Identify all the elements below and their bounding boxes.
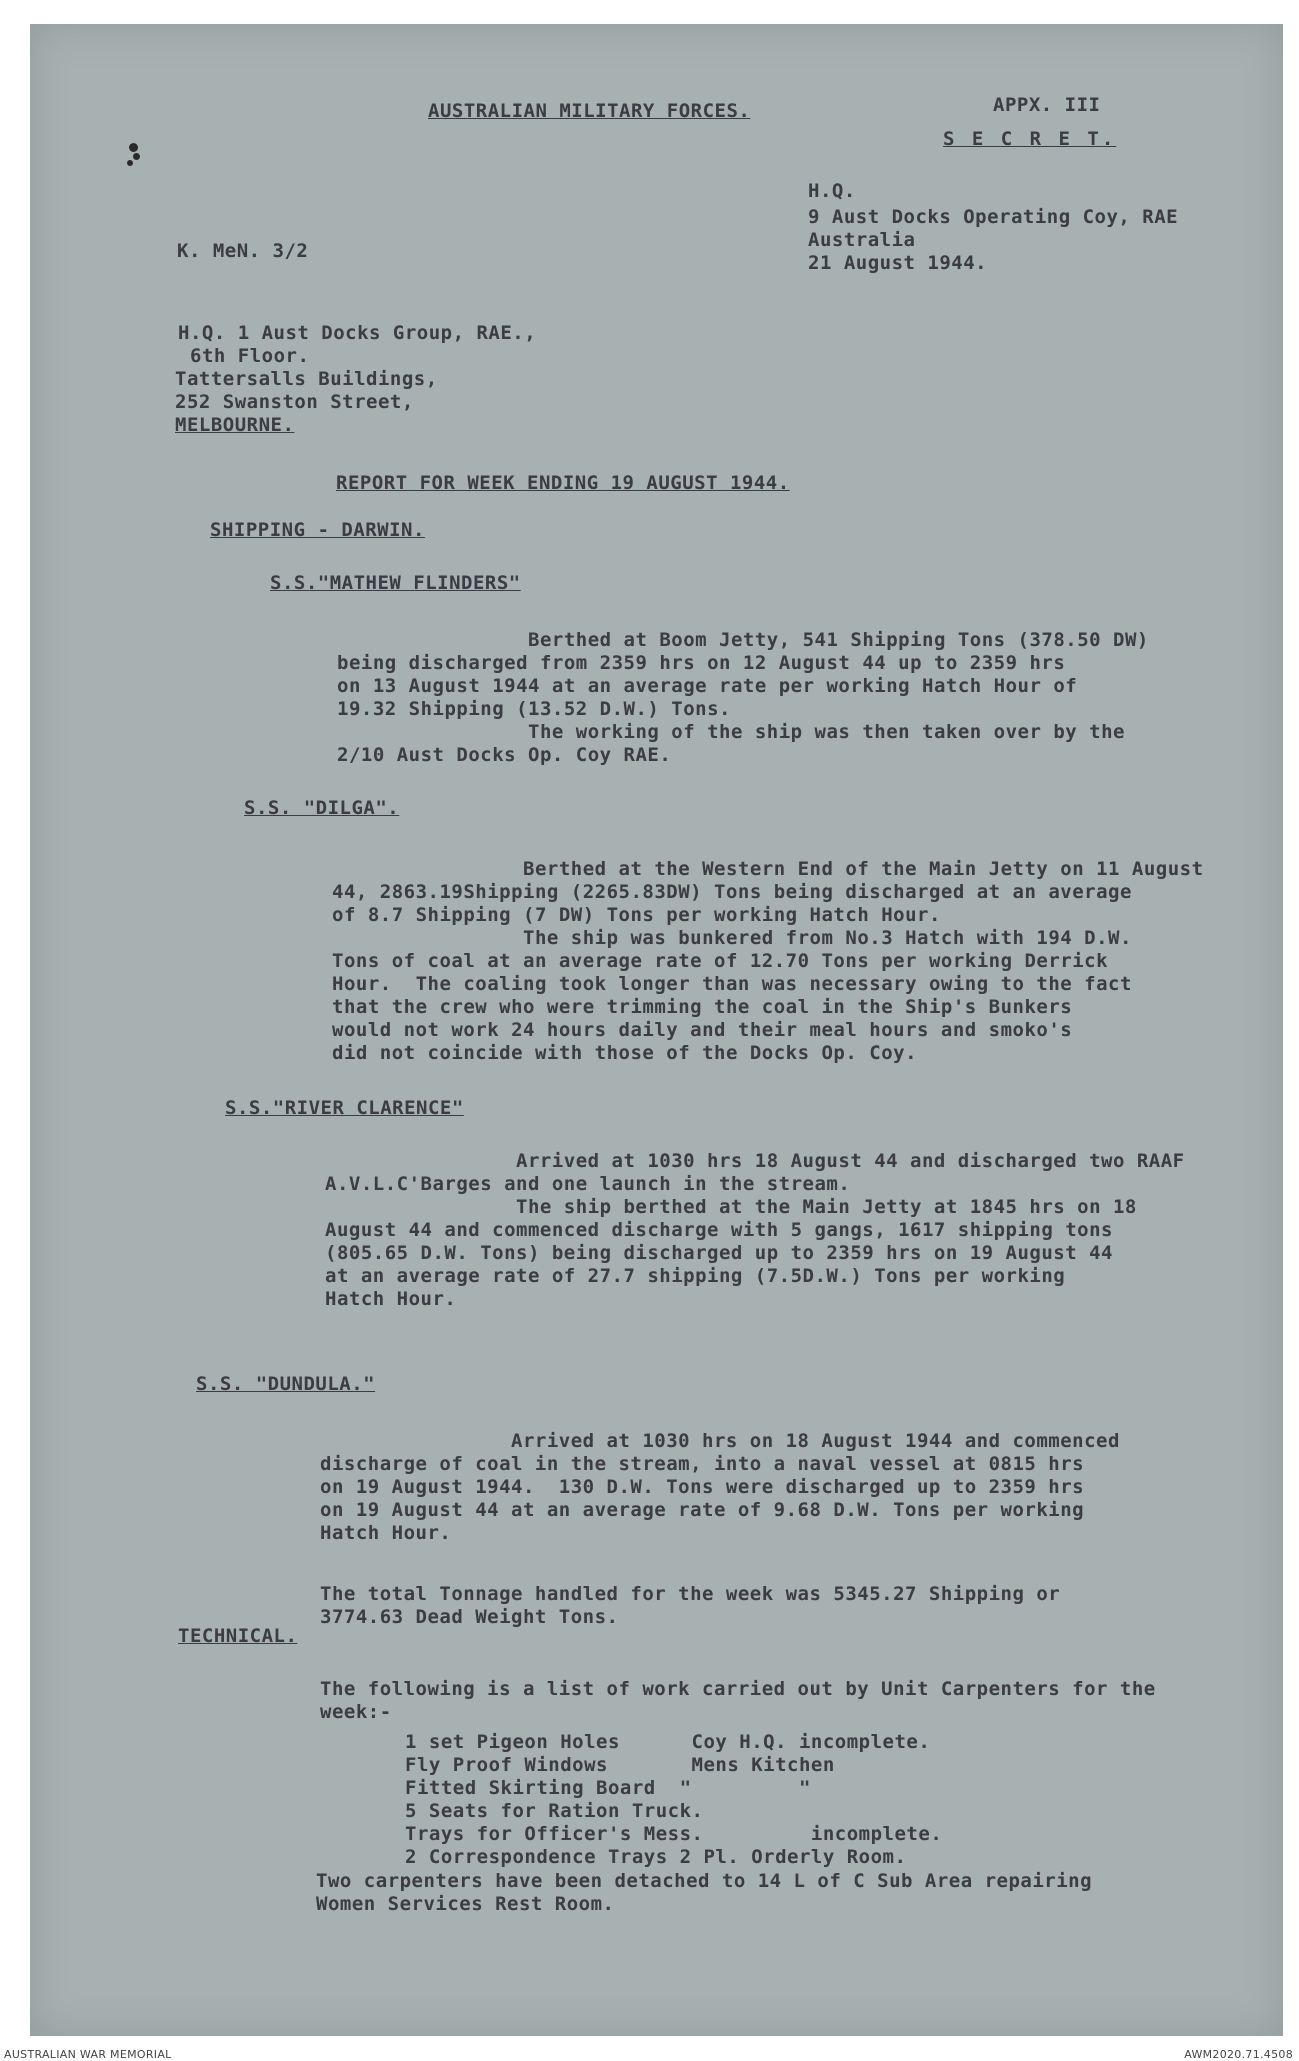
text-line: The ship berthed at the Main Jetty at 1845 hrs on 18 bbox=[325, 1196, 1137, 1218]
work-items-list bbox=[405, 1731, 942, 1869]
addressee-line: H.Q. 1 Aust Docks Group, RAE., bbox=[178, 322, 537, 344]
appendix-label: APPX. III bbox=[993, 94, 1101, 116]
ship-heading-dilga: S.S. "DILGA". bbox=[244, 797, 400, 819]
text-line: 44, 2863.19Shipping (2265.83DW) Tons being discharged at an average bbox=[332, 881, 1132, 903]
footer-accession-number: AWM2020.71.4508 bbox=[1184, 2048, 1293, 2061]
ship-heading-dundula: S.S. "DUNDULA." bbox=[196, 1373, 376, 1395]
text-line: on 19 August 1944. 130 D.W. Tons were discharged up to 2359 hrs bbox=[320, 1476, 1085, 1498]
letter-date: 21 August 1944. bbox=[808, 252, 988, 274]
addressee-line: 252 Swanston Street, bbox=[175, 391, 414, 413]
text-line: Hour. The coaling took longer than was necessary owing to the fact bbox=[332, 973, 1132, 995]
text-line: of 8.7 Shipping (7 DW) Tons per working Hatch Hour. bbox=[332, 904, 941, 926]
classification-label: S E C R E T. bbox=[943, 128, 1117, 150]
text-line: 19.32 Shipping (13.52 D.W.) Tons. bbox=[337, 698, 731, 720]
text-line: Two carpenters have been detached to 14 L of C Sub Area repairing bbox=[316, 1870, 1093, 1892]
text-line: (805.65 D.W. Tons) being discharged up to 2359 hrs on 19 August 44 bbox=[325, 1242, 1113, 1264]
section-technical-heading: TECHNICAL. bbox=[178, 1625, 298, 1647]
paragraph-dilga bbox=[332, 858, 1204, 1065]
section-shipping-heading: SHIPPING - DARWIN. bbox=[210, 519, 425, 541]
text-line: Hatch Hour. bbox=[325, 1288, 457, 1310]
text-line: Berthed at the Western End of the Main Jetty on 11 August bbox=[332, 858, 1204, 880]
text-line: 3774.63 Dead Weight Tons. bbox=[320, 1606, 619, 1628]
addressee-line: MELBOURNE. bbox=[175, 414, 295, 436]
text-line: Hatch Hour. bbox=[320, 1522, 452, 1544]
addressee-line: 6th Floor. bbox=[190, 345, 310, 367]
footer-institution: AUSTRALIAN WAR MEMORIAL bbox=[4, 2048, 172, 2061]
work-item: Trays for Officer's Mess. incomplete. bbox=[405, 1823, 943, 1845]
paragraph-clarence bbox=[325, 1150, 1185, 1311]
text-line: Arrived at 1030 hrs 18 August 44 and discharged two RAAF bbox=[325, 1150, 1185, 1172]
text-line: A.V.L.C'Barges and one launch in the stream. bbox=[325, 1173, 851, 1195]
closing-note bbox=[316, 1870, 1092, 1916]
paragraph-flinders bbox=[337, 629, 1149, 767]
sender-hq: H.Q. bbox=[808, 180, 856, 202]
text-line: being discharged from 2359 hrs on 12 August 44 up to 2359 hrs bbox=[337, 652, 1066, 674]
text-line: week:- bbox=[320, 1701, 392, 1723]
text-line: 2/10 Aust Docks Op. Coy RAE. bbox=[337, 744, 672, 766]
report-title: REPORT FOR WEEK ENDING 19 AUGUST 1944. bbox=[336, 472, 790, 494]
text-line: at an average rate of 27.7 shipping (7.5D.W.) Tons per working bbox=[325, 1265, 1066, 1287]
text-line: on 19 August 44 at an average rate of 9.68 D.W. Tons per working bbox=[320, 1499, 1085, 1521]
sender-unit: 9 Aust Docks Operating Coy, RAE bbox=[808, 206, 1179, 228]
total-tonnage bbox=[320, 1583, 1060, 1629]
ship-heading-clarence: S.S."RIVER CLARENCE" bbox=[225, 1097, 464, 1119]
text-line: Arrived at 1030 hrs on 18 August 1944 and commenced bbox=[320, 1430, 1120, 1452]
text-line: August 44 and commenced discharge with 5 gangs, 1617 shipping tons bbox=[325, 1219, 1113, 1241]
paragraph-dundula bbox=[320, 1430, 1120, 1545]
text-line: would not work 24 hours daily and their meal hours and smoko's bbox=[332, 1019, 1073, 1041]
text-line: did not coincide with those of the Docks Op. Coy. bbox=[332, 1042, 918, 1064]
ship-heading-flinders: S.S."MATHEW FLINDERS" bbox=[270, 572, 521, 594]
text-line: Tons of coal at an average rate of 12.70 Tons per working Derrick bbox=[332, 950, 1109, 972]
file-reference: K. MeN. 3/2 bbox=[177, 240, 309, 262]
work-item: 2 Correspondence Trays 2 Pl. Orderly Room. bbox=[405, 1846, 907, 1868]
addressee-line: Tattersalls Buildings, bbox=[175, 368, 438, 390]
text-line: on 13 August 1944 at an average rate per working Hatch Hour of bbox=[337, 675, 1078, 697]
organisation-heading: AUSTRALIAN MILITARY FORCES. bbox=[428, 100, 751, 122]
text-line: The total Tonnage handled for the week was 5345.27 Shipping or bbox=[320, 1583, 1061, 1605]
addressee-block bbox=[175, 322, 537, 437]
text-line: discharge of coal in the stream, into a naval vessel at 0815 hrs bbox=[320, 1453, 1085, 1475]
text-line: Berthed at Boom Jetty, 541 Shipping Tons (378.50 DW) bbox=[337, 629, 1149, 651]
text-line: The ship was bunkered from No.3 Hatch with 194 D.W. bbox=[332, 927, 1132, 949]
work-item: Fitted Skirting Board " " bbox=[405, 1777, 811, 1799]
work-item: Fly Proof Windows Mens Kitchen bbox=[405, 1754, 835, 1776]
punch-holes bbox=[127, 143, 145, 169]
technical-intro bbox=[320, 1678, 1156, 1724]
text-line: Women Services Rest Room. bbox=[316, 1893, 615, 1915]
text-line: The following is a list of work carried out by Unit Carpenters for the bbox=[320, 1678, 1156, 1700]
text-line: The working of the ship was then taken over by the bbox=[337, 721, 1125, 743]
sender-country: Australia bbox=[808, 229, 916, 251]
text-line: that the crew who were trimming the coal in the Ship's Bunkers bbox=[332, 996, 1073, 1018]
work-item: 5 Seats for Ration Truck. bbox=[405, 1800, 704, 1822]
work-item: 1 set Pigeon Holes Coy H.Q. incomplete. bbox=[405, 1731, 931, 1753]
